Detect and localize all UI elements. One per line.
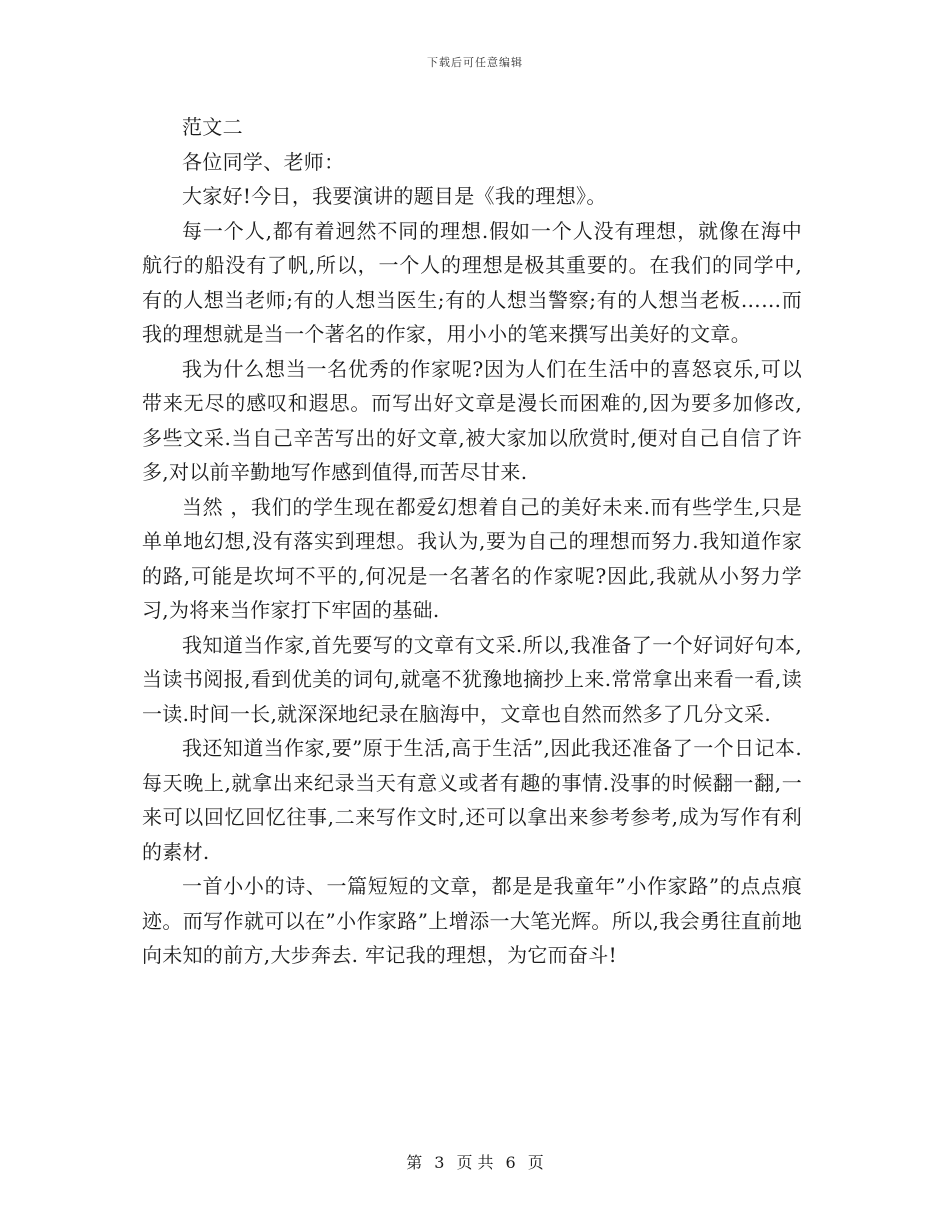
page-middle: 页 共 [456, 1153, 494, 1172]
document-body [142, 110, 802, 973]
total-pages: 6 [505, 1153, 516, 1172]
paragraph-7: 一首小小的诗、一篇短短的文章，都是是我童年”小作家路”的点点痕迹。而写作就可以在”小作家路”上增添一大笔光辉。所以,我会勇往直前地向未知的前方,大步奔去. 牢记我的理想，为它而奋斗! [142, 874, 802, 967]
header-note: 下载后可任意编辑 [427, 56, 523, 69]
document-title: 范文二 [182, 115, 243, 139]
paragraph-2: 每一个人,都有着迥然不同的理想.假如一个人没有理想，就像在海中航行的船没有了帆,所以，一个人的理想是极其重要的。在我们的同学中,有的人想当老师;有的人想当医生;有的人想当警察;有的人想当老板……而我的理想就是当一个著名的作家，用小小的笔来撰写出美好的文章。 [142, 218, 802, 346]
paragraph-1: 大家好!今日，我要演讲的题目是《我的理想》。 [182, 184, 607, 208]
page-prefix: 第 [406, 1153, 423, 1172]
paragraph-6: 我还知道当作家,要”原于生活,高于生活”,因此我还准备了一个日记本.每天晚上,就拿出来纪录当天有意义或者有趣的事情.没事的时候翻一翻,一来可以回忆回忆往事,二来写作文时,还可以拿出来参考参考,成为写作有利的素材. [142, 736, 802, 864]
paragraph-4: 当然 ，我们的学生现在都爱幻想着自己的美好未来.而有些学生,只是单单地幻想,没有落实到理想。我认为,要为自己的理想而努力.我知道作家的路,可能是坎坷不平的,何况是一名著名的作家呢?因此,我就从小努力学习,为将来当作家打下牢固的基础. [142, 494, 802, 622]
greeting: 各位同学、老师： [182, 149, 345, 174]
paragraph-5: 我知道当作家,首先要写的文章有文采.所以,我准备了一个好词好句本,当读书阅报,看到优美的词句,就毫不犹豫地摘抄上来.常常拿出来看一看,读一读.时间一长,就深深地纪录在脑海中，文章也自然而然多了几分文采. [142, 632, 802, 726]
paragraph-3: 我为什么想当一名优秀的作家呢?因为人们在生活中的喜怒哀乐,可以带来无尽的感叹和遐思。而写出好文章是漫长而困难的,因为要多加修改,多些文采.当自己辛苦写出的好文章,被大家加以欣赏时,便对自己自信了许多,对以前辛勤地写作感到值得,而苦尽甘来. [142, 356, 802, 484]
page-number [0, 1150, 950, 1173]
page-suffix: 页 [527, 1153, 544, 1172]
current-page: 3 [434, 1153, 445, 1172]
